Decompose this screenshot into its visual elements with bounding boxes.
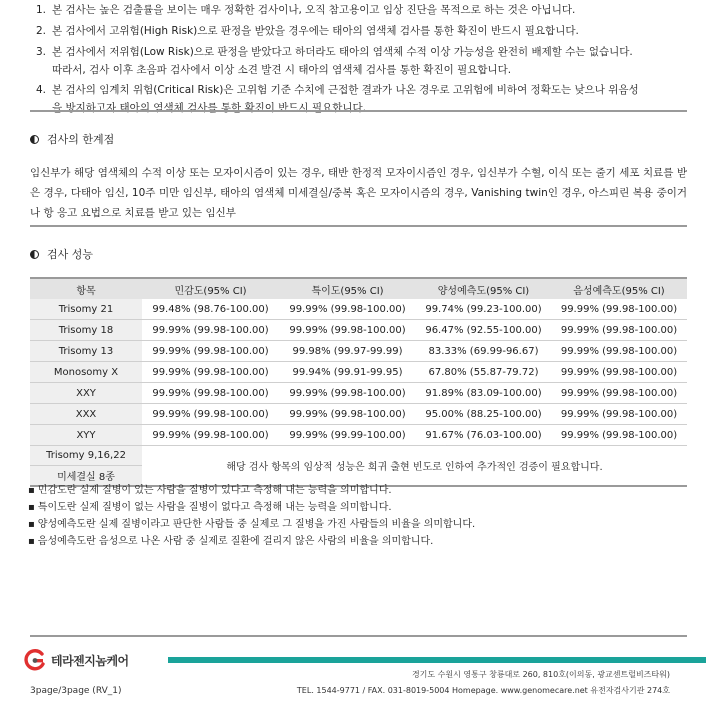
row-label: Trisomy 9,16,22 <box>30 446 142 466</box>
cell-value: 91.67% (76.03-100.00) <box>416 425 551 446</box>
limits-text: 임신부가 해당 염색체의 수적 이상 또는 모자이시즘이 있는 경우, 태반 한정적 모자이시즘인 경우, 임신부가 수혈, 이식 또는 줄기 세포 치료를 받은 경우, 다태아 임신, 10주 미만 임신부, 태아의 염색체 미세결실/중복 혹은 모자이시즘의 경우, Vanishing twin인 경우, 아스피린 복용 중이거나 항 응고 요법으로 치료를 받고 있는 임신부 <box>30 167 687 219</box>
performance-title-text: 검사 성능 <box>47 248 94 261</box>
performance-section-title <box>30 246 93 262</box>
company-name: 테라젠지놈케어 <box>51 653 129 668</box>
note-number: 1. <box>36 4 47 16</box>
note-item <box>36 81 686 99</box>
cell-value: 99.99% (99.98-100.00) <box>551 383 687 404</box>
cell-value: 99.99% (99.99-100.00) <box>279 425 416 446</box>
cell-value: 99.99% (99.98-100.00) <box>279 404 416 425</box>
half-circle-icon <box>30 250 39 259</box>
company-contact: TEL. 1544-9771 / FAX. 031-8019-5004 Homepage. www.genomecare.net 유전자검사기관 274호 <box>296 686 670 695</box>
table-row <box>30 362 687 383</box>
cell-value: 91.89% (83.09-100.00) <box>416 383 551 404</box>
row-label: 미세결실 8종 <box>30 466 142 487</box>
note-text: 본 검사의 임계치 위험(Critical Risk)은 고위험 기준 수치에 근접한 결과가 나온 경우로 고위험에 비하여 정확도는 낮으나 위음성 <box>52 84 639 96</box>
table-row <box>30 383 687 404</box>
footer-accent-bar <box>168 657 706 663</box>
half-circle-icon <box>30 135 39 144</box>
cell-value: 99.98% (99.97-99.99) <box>279 341 416 362</box>
definition-item: ▪ 민감도란 실제 질병이 있는 사람을 질병이 있다고 측정해 내는 능력을 의미합니다. <box>28 482 475 499</box>
cell-value: 99.99% (99.98-100.00) <box>142 320 279 341</box>
table-row <box>30 425 687 446</box>
cell-value: 67.80% (55.87-79.72) <box>416 362 551 383</box>
definition-item: ▪ 특이도란 실제 질병이 없는 사람을 질병이 없다고 측정해 내는 능력을 의미합니다. <box>28 499 475 516</box>
cell-value: 99.99% (99.98-100.00) <box>551 299 687 320</box>
definition-item: ▪ 음성예측도란 음성으로 나온 사람 중 실제로 질환에 걸리지 않은 사람의 비율을 의미합니다. <box>28 533 475 550</box>
row-label: XXY <box>30 383 142 404</box>
divider <box>30 110 687 112</box>
row-label: Trisomy 13 <box>30 341 142 362</box>
row-label: XXX <box>30 404 142 425</box>
cell-value: 99.99% (99.98-100.00) <box>279 299 416 320</box>
row-label: Trisomy 21 <box>30 299 142 320</box>
note-text: 본 검사는 높은 검출률을 보이는 매우 정확한 검사이나, 오직 참고용이고 임상 진단을 목적으로 하는 것은 아닙니다. <box>52 4 576 16</box>
cell-value: 99.99% (99.98-100.00) <box>142 362 279 383</box>
cell-value: 99.99% (99.98-100.00) <box>279 383 416 404</box>
note-text: 본 검사에서 고위험(High Risk)으로 판정을 받았을 경우에는 태아의 염색체 검사를 통한 확진이 반드시 필요합니다. <box>52 25 579 37</box>
cell-value: 99.99% (99.98-100.00) <box>551 425 687 446</box>
genomecare-logo-icon <box>23 649 47 671</box>
cell-value: 99.74% (99.23-100.00) <box>416 299 551 320</box>
note-item <box>36 22 686 40</box>
header-item: 항목 <box>30 278 142 299</box>
header-specificity: 특이도(95% CI) <box>279 278 416 299</box>
cell-value: 99.99% (99.98-100.00) <box>279 320 416 341</box>
note-item <box>36 43 686 61</box>
header-npv: 음성예측도(95% CI) <box>551 278 687 299</box>
cell-value: 99.99% (99.98-100.00) <box>551 404 687 425</box>
cell-value: 99.48% (98.76-100.00) <box>142 299 279 320</box>
footer-divider <box>30 635 687 637</box>
definitions-list <box>28 482 475 550</box>
definition-item: ▪ 양성예측도란 실제 질병이라고 판단한 사람들 중 실제로 그 질병을 가진 사람들의 비율을 의미합니다. <box>28 516 475 533</box>
table-header-row <box>30 278 687 299</box>
note-number: 4. <box>36 84 47 96</box>
page-number: 3page/3page (RV_1) <box>30 686 122 696</box>
company-logo <box>23 649 129 671</box>
note-item <box>36 1 686 19</box>
extra-note: 해당 검사 항목의 임상적 성능은 희귀 출현 빈도로 인하여 추가적인 검증이 필요합니다. <box>142 446 687 487</box>
header-sensitivity: 민감도(95% CI) <box>142 278 279 299</box>
header-ppv: 양성예측도(95% CI) <box>416 278 551 299</box>
table-row <box>30 341 687 362</box>
table-row <box>30 404 687 425</box>
cell-value: 95.00% (88.25-100.00) <box>416 404 551 425</box>
cell-value: 99.99% (99.98-100.00) <box>142 425 279 446</box>
notes-list <box>36 0 686 117</box>
cell-value: 99.99% (99.98-100.00) <box>551 320 687 341</box>
cell-value: 96.47% (92.55-100.00) <box>416 320 551 341</box>
note-continuation: 따라서, 검사 이후 초음파 검사에서 이상 소견 발견 시 태아의 염색체 검사를 통한 확진이 필요합니다. <box>52 64 512 76</box>
table-row-extra <box>30 446 687 466</box>
cell-value: 99.99% (99.98-100.00) <box>551 341 687 362</box>
cell-value: 99.99% (99.98-100.00) <box>142 404 279 425</box>
cell-value: 99.94% (99.91-99.95) <box>279 362 416 383</box>
table-row <box>30 320 687 341</box>
row-label: Monosomy X <box>30 362 142 383</box>
divider <box>30 225 687 227</box>
company-address: 경기도 수원시 영통구 창룡대로 260, 810호(이의동, 광교센트럴비즈타워) <box>411 670 670 679</box>
cell-value: 83.33% (69.99-96.67) <box>416 341 551 362</box>
note-number: 3. <box>36 46 47 58</box>
limits-section-title <box>30 131 114 147</box>
note-text: 본 검사에서 저위험(Low Risk)으로 판정을 받았다고 하더라도 태아의 염색체 수적 이상 가능성을 완전히 배제할 수는 없습니다. <box>52 46 633 58</box>
row-label: XYY <box>30 425 142 446</box>
note-continuation: 을 방지하고자 태아의 염색체 검사를 통한 확진이 반드시 필요합니다. <box>52 102 367 114</box>
cell-value: 99.99% (99.98-100.00) <box>551 362 687 383</box>
row-label: Trisomy 18 <box>30 320 142 341</box>
limits-title-text: 검사의 한계점 <box>47 133 115 146</box>
table-row <box>30 299 687 320</box>
note-number: 2. <box>36 25 47 37</box>
cell-value: 99.99% (99.98-100.00) <box>142 383 279 404</box>
cell-value: 99.99% (99.98-100.00) <box>142 341 279 362</box>
performance-table <box>30 277 687 487</box>
